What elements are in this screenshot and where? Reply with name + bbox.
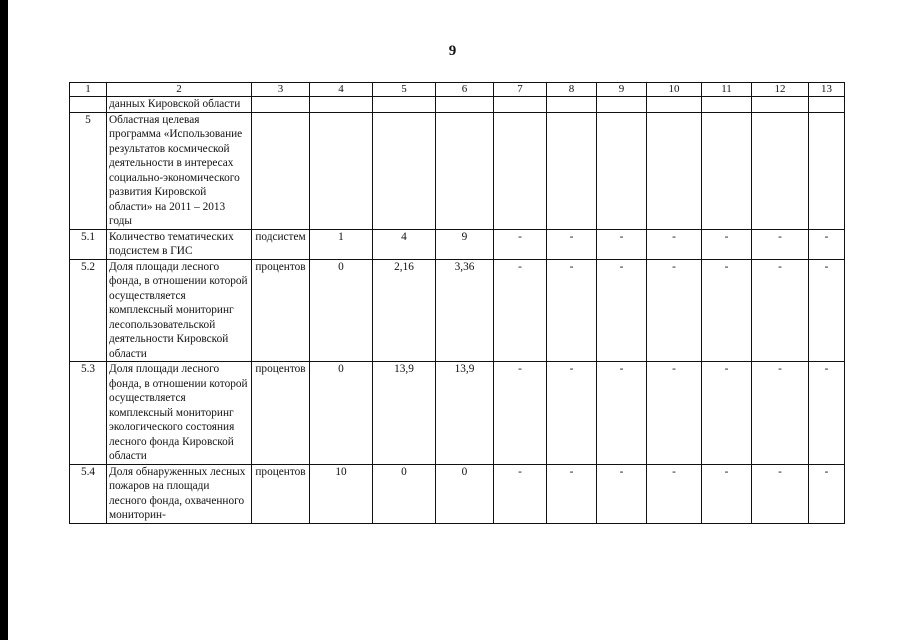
value-cell: 0 [373, 464, 436, 523]
value-cell: - [702, 229, 752, 259]
column-header: 5 [373, 83, 436, 97]
unit-cell: процентов [252, 464, 310, 523]
value-cell: - [494, 362, 547, 465]
column-header: 1 [70, 83, 107, 97]
value-cell: - [702, 259, 752, 362]
indicator-name-cell: Доля площади лесного фонда, в отношении которой осуществляется комплексный мониторинг экологического состояния лесного фонда Кировской области [107, 362, 252, 465]
value-cell: - [547, 464, 597, 523]
table-row [70, 259, 845, 362]
table-row [70, 464, 845, 523]
value-cell: - [647, 464, 702, 523]
column-header: 8 [547, 83, 597, 97]
row-number-cell: 5 [70, 112, 107, 229]
value-cell [494, 112, 547, 229]
value-cell [597, 112, 647, 229]
row-number-cell: 5.1 [70, 229, 107, 259]
value-cell: - [809, 362, 845, 465]
value-cell: - [494, 259, 547, 362]
value-cell [702, 97, 752, 113]
value-cell [702, 112, 752, 229]
value-cell: 2,16 [373, 259, 436, 362]
value-cell: 0 [310, 259, 373, 362]
value-cell: - [702, 464, 752, 523]
value-cell: 0 [310, 362, 373, 465]
value-cell: - [752, 362, 809, 465]
indicator-name-cell: данных Кировской области [107, 97, 252, 113]
value-cell: - [494, 229, 547, 259]
value-cell: 4 [373, 229, 436, 259]
indicator-name-cell: Областная целевая программа «Использование результатов космической деятельности в интересах социально-экономического развития Кировской области» на 2011 – 2013 годы [107, 112, 252, 229]
column-header: 2 [107, 83, 252, 97]
value-cell [752, 97, 809, 113]
value-cell [547, 97, 597, 113]
column-header: 13 [809, 83, 845, 97]
value-cell: 0 [436, 464, 494, 523]
indicator-name-cell: Доля обнаруженных лесных пожаров на площади лесного фонда, охваченного мониторин- [107, 464, 252, 523]
table-row [70, 112, 845, 229]
table-row [70, 97, 845, 113]
value-cell: - [809, 259, 845, 362]
value-cell: - [597, 464, 647, 523]
value-cell [436, 112, 494, 229]
value-cell [809, 97, 845, 113]
value-cell: 13,9 [436, 362, 494, 465]
value-cell: - [597, 229, 647, 259]
value-cell: - [647, 259, 702, 362]
value-cell: - [647, 229, 702, 259]
value-cell: - [752, 229, 809, 259]
value-cell [547, 112, 597, 229]
value-cell: - [752, 464, 809, 523]
value-cell: - [809, 464, 845, 523]
indicators-table [69, 82, 845, 524]
unit-cell [252, 97, 310, 113]
value-cell: - [809, 229, 845, 259]
value-cell [597, 97, 647, 113]
table-row [70, 229, 845, 259]
value-cell: - [547, 229, 597, 259]
unit-cell: процентов [252, 362, 310, 465]
value-cell [310, 112, 373, 229]
row-number-cell: 5.2 [70, 259, 107, 362]
scan-edge-bar [0, 0, 8, 640]
column-header: 7 [494, 83, 547, 97]
value-cell [647, 112, 702, 229]
value-cell: - [547, 362, 597, 465]
page-number: 9 [448, 43, 457, 59]
unit-cell: подсистем [252, 229, 310, 259]
value-cell: - [752, 259, 809, 362]
value-cell: - [702, 362, 752, 465]
column-header: 3 [252, 83, 310, 97]
value-cell [809, 112, 845, 229]
indicator-name-cell: Доля площади лесного фонда, в отношении которой осуществляется комплексный мониторинг лесопользовательской деятельности Кировской области [107, 259, 252, 362]
value-cell [310, 97, 373, 113]
value-cell: - [647, 362, 702, 465]
unit-cell [252, 112, 310, 229]
value-cell [373, 97, 436, 113]
row-number-cell: 5.4 [70, 464, 107, 523]
value-cell: 10 [310, 464, 373, 523]
value-cell: 1 [310, 229, 373, 259]
column-header: 10 [647, 83, 702, 97]
row-number-cell [70, 97, 107, 113]
value-cell: 3,36 [436, 259, 494, 362]
column-header: 11 [702, 83, 752, 97]
column-header: 9 [597, 83, 647, 97]
column-number-row [70, 83, 845, 97]
value-cell: - [597, 362, 647, 465]
value-cell [647, 97, 702, 113]
value-cell: - [494, 464, 547, 523]
unit-cell: процентов [252, 259, 310, 362]
value-cell [752, 112, 809, 229]
indicator-name-cell: Количество тематических подсистем в ГИС [107, 229, 252, 259]
table-row [70, 362, 845, 465]
value-cell [373, 112, 436, 229]
column-header: 12 [752, 83, 809, 97]
row-number-cell: 5.3 [70, 362, 107, 465]
value-cell [494, 97, 547, 113]
column-header: 4 [310, 83, 373, 97]
value-cell: - [597, 259, 647, 362]
value-cell: 13,9 [373, 362, 436, 465]
value-cell [436, 97, 494, 113]
value-cell: - [547, 259, 597, 362]
value-cell: 9 [436, 229, 494, 259]
column-header: 6 [436, 83, 494, 97]
